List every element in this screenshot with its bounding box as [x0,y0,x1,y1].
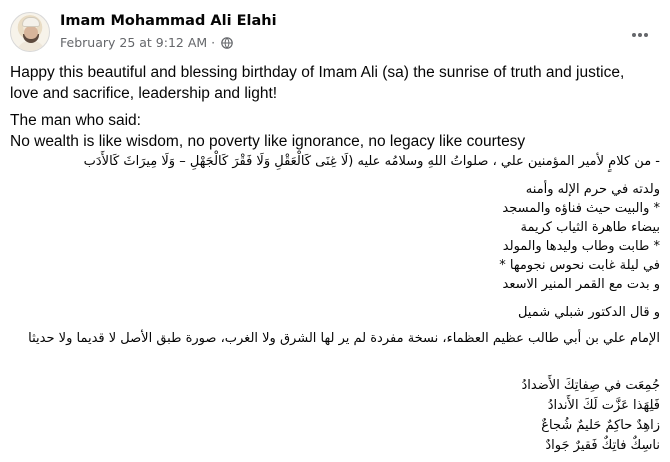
post-paragraph-2 [10,110,650,152]
poem2-line-3: زاهِدٌ حاكِمٌ حَليمٌ شُجاعٌ [541,418,660,433]
avatar-turban [22,17,40,27]
poem1-line-1: ولدته في حرم الإله وأمنه [525,182,660,197]
paragraph-2-line-2: No wealth is like wisdom, no poverty like ignorance, no legacy like courtesy [10,133,526,150]
poem1-line-4: * طابت وطاب وليدها والمولد [502,239,660,254]
post-meta [60,35,233,50]
globe-icon[interactable] [221,37,233,49]
more-options-icon [631,23,649,42]
paragraph-2-line-1: The man who said: [10,112,141,129]
author-name[interactable]: Imam Mohammad Ali Elahi [60,13,277,29]
post-header [10,10,660,54]
poem2-line-2: فَلِهَذا عَزَّت لَكَ الأَندادُ [547,398,660,413]
post-paragraph-1: Happy this beautiful and blessing birthday of Imam Ali (sa) the sunrise of truth and justice, love and sacrifice, leadership and light! [10,64,625,102]
arabic-quote: - من كلامٍ لأمير المؤمنين علي ، صلواتُ اللهِ وسلامُه عليه (لَا غِنَى كَالْعَقْلِ وَلَا فَقْرَ كَالْجَهْلِ – وَلَا مِيرَاثَ كَالأَدَب [83,154,660,169]
arabic-description: الإمام علي بن أبي طالب عظيم العظماء، نسخة مفردة لم ير لها الشرق ولا الغرب، صورة طبق الأصل لا قديما ولا حديثا [28,331,660,346]
poem1-line-2: * والبيت حيث فناؤه والمسجد [502,201,660,216]
more-options-button[interactable] [626,18,654,46]
poem2-line-1: جُمِعَت في صِفاتِكَ الأَضدادُ [521,378,660,393]
poem2-line-4: ناسِكٌ فاتِكٌ فَقيرٌ جَوادٌ [545,438,660,453]
poem1-line-6: و بدت مع القمر المنير الاسعد [502,277,660,292]
avatar[interactable] [10,12,50,52]
meta-separator: · [211,35,216,50]
arabic-attribution: و قال الدكتور شبلي شميل [517,305,660,320]
avatar-face [24,26,38,39]
post-timestamp[interactable]: February 25 at 9:12 AM [60,35,208,50]
poem1-line-5: في ليلة غابت نحوس نجومها * [499,258,660,273]
poem1-line-3: بيضاء طاهرة الثياب كريمة [520,220,660,235]
